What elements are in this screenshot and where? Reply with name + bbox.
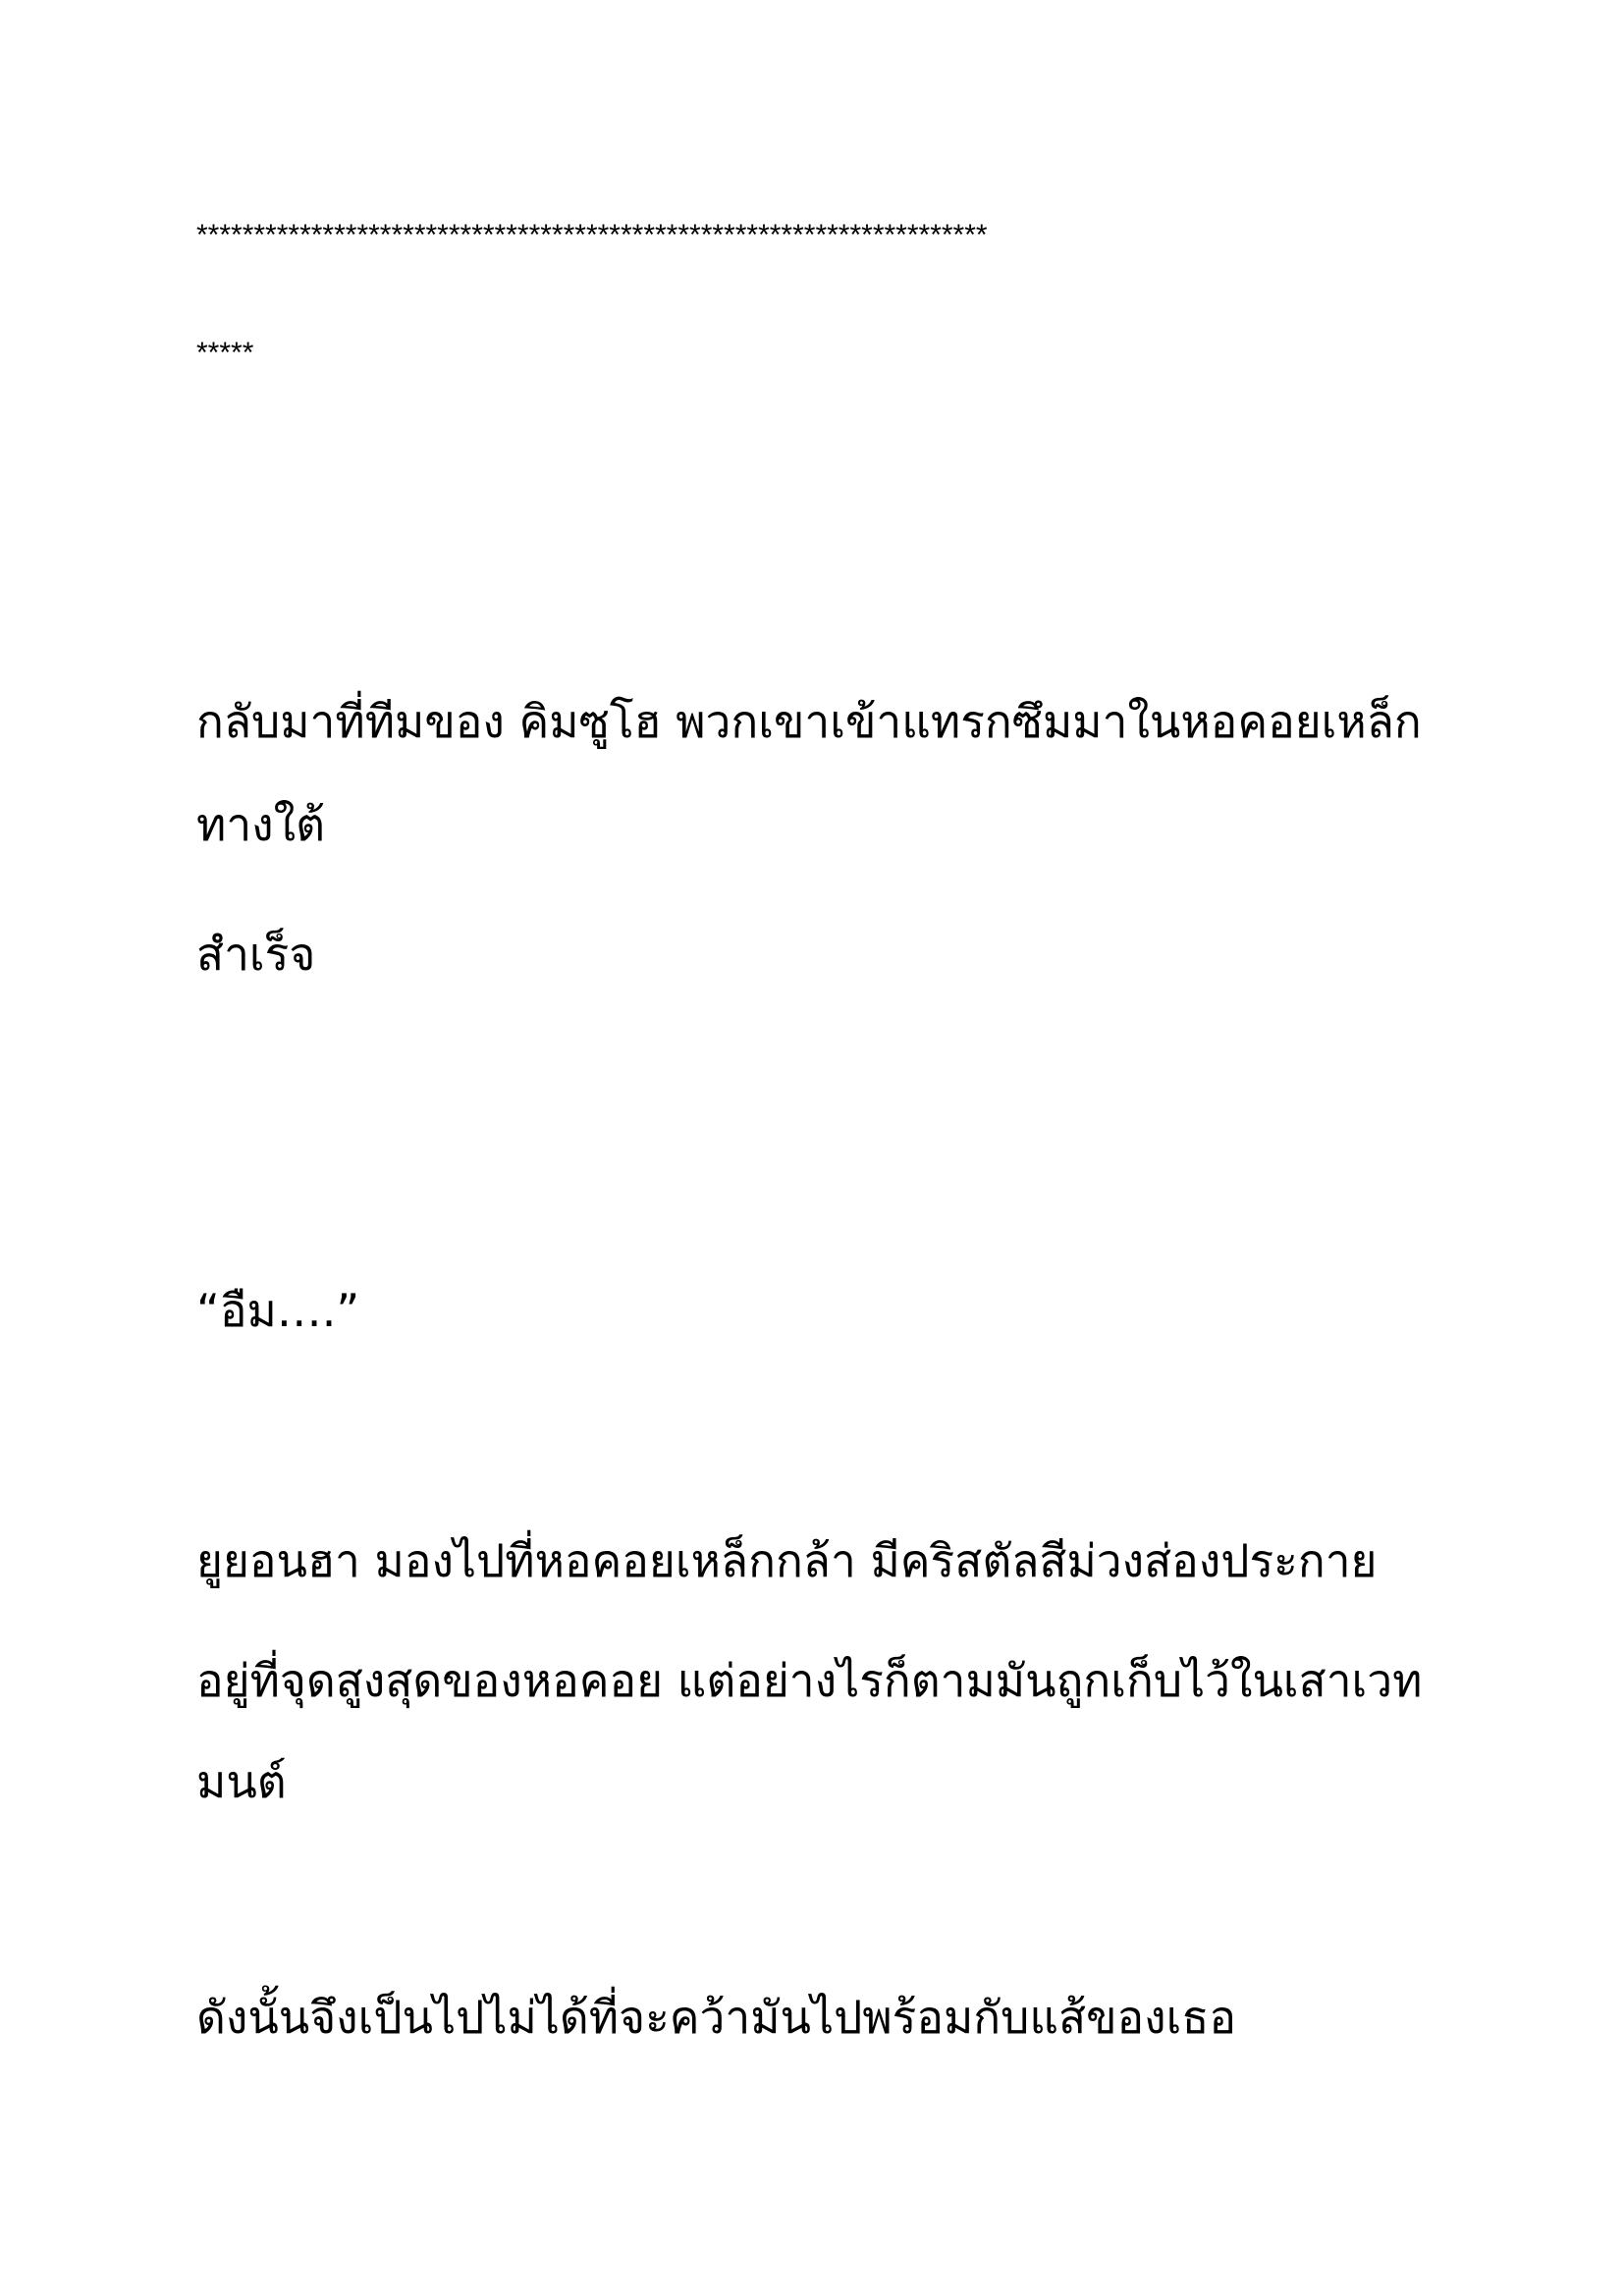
dialogue-line: “อืม….” — [196, 1284, 360, 1337]
paragraph-1-line-2: ทางใต้ — [196, 798, 325, 851]
separator-line-2: ***** — [196, 337, 254, 369]
paragraph-2-line-2: อยู่ที่จุดสูงสุดของหอคอย แต่อย่างไรก็ตามมันถูกเก็บไว้ในเสาเวท — [196, 1654, 1423, 1707]
paragraph-3-line-1: ดังนั้นจึงเป็นไปไม่ได้ที่จะคว้ามันไปพร้อมกับแส้ของเธอ — [196, 1991, 1237, 2044]
paragraph-2-line-3: มนต์ — [196, 1755, 287, 1808]
paragraph-1-line-3: สำเร็จ — [196, 928, 316, 981]
separator-line-1: ********************************************************************* — [196, 219, 988, 251]
paragraph-1-line-1: กลับมาที่ทีมของ คิมซูโฮ พวกเขาเข้าแทรกซึมมาในหอคอยเหล็ก — [196, 695, 1422, 748]
paragraph-2-line-1: ยูยอนฮา มองไปที่หอคอยเหล็กกล้า มีคริสตัลสีม่วงส่องประกาย — [196, 1534, 1378, 1587]
